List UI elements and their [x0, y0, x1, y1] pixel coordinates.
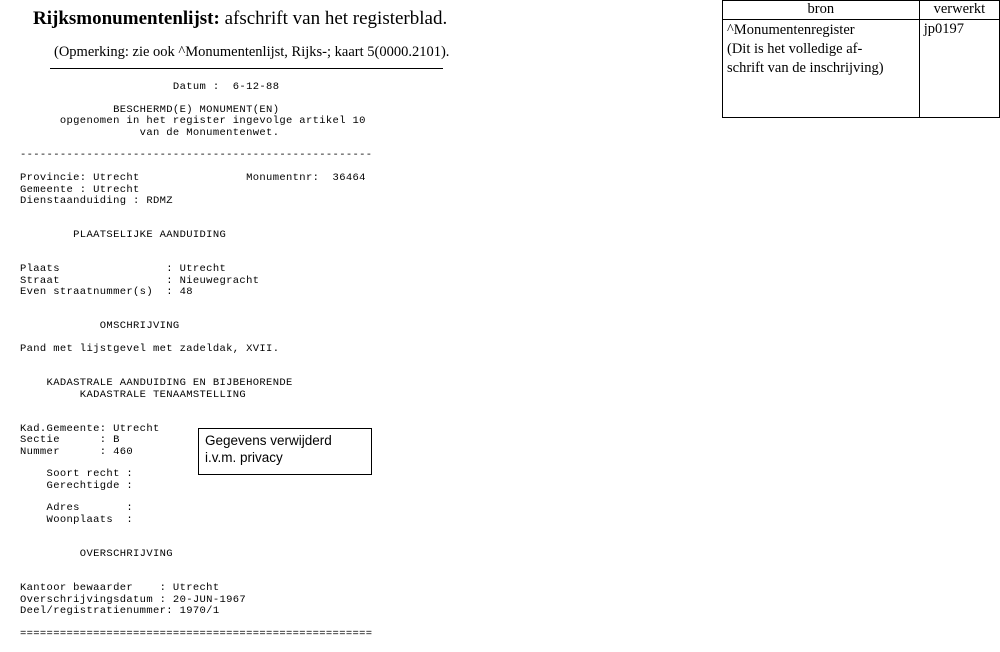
record-line: opgenomen in het register ingevolge artikel 10: [0, 115, 366, 128]
record-line: Straat : Nieuwegracht: [0, 274, 260, 287]
record-line: Datum : 6-12-88: [0, 81, 280, 93]
record-line: Kantoor bewaarder : Utrecht: [0, 582, 220, 595]
record-line: van de Monumentenwet.: [0, 126, 280, 139]
source-line-3: schrift van de inschrijving): [727, 60, 884, 76]
record-line: =====================================================: [0, 627, 373, 640]
record-line: BESCHERMD(E) MONUMENT(EN): [0, 103, 280, 116]
table-header-row: [723, 1, 1000, 20]
record-line: Provincie: Utrecht Monumentnr: 36464: [0, 172, 366, 185]
source-reference-table: [722, 0, 1000, 160]
record-line: Deel/registratienummer: 1970/1: [0, 604, 220, 617]
privacy-redaction-stamp: [198, 428, 372, 475]
record-line: Dienstaanduiding : RDMZ: [0, 194, 173, 207]
page-note: (Opmerking: zie ook ^Monumentenlijst, Rijks-; kaart 5(0000.2101).: [54, 44, 450, 60]
column-header-processed: verwerkt: [919, 1, 999, 20]
page-title-rest: afschrift van het registerblad.: [219, 8, 448, 29]
record-line: [0, 298, 700, 309]
record-line: Gemeente : Utrecht: [0, 183, 140, 196]
record-line: KADASTRALE TENAAMSTELLING: [0, 388, 247, 401]
record-line: Kad.Gemeente: Utrecht: [0, 422, 160, 435]
record-line: PLAATSELIJKE AANDUIDING: [0, 229, 227, 242]
source-text: [727, 21, 915, 78]
record-line: Overschrijvingsdatum : 20-JUN-1967: [0, 593, 247, 606]
record-line: [0, 355, 700, 366]
record-line: Plaats : Utrecht: [0, 263, 227, 276]
record-line: [0, 241, 700, 252]
record-line: Adres :: [0, 502, 134, 515]
privacy-stamp-line-2: i.v.m. privacy: [205, 450, 283, 465]
record-line: [0, 412, 700, 423]
record-line: [0, 207, 700, 218]
record-line: [0, 526, 700, 537]
record-line: Pand met lijstgevel met zadeldak, XVII.: [0, 342, 280, 355]
table: [722, 0, 1000, 118]
record-line: -----------------------------------------------------: [0, 149, 373, 162]
column-header-source: bron: [723, 1, 920, 20]
record-line: [0, 401, 700, 412]
register-record-text: [0, 82, 700, 652]
page-title-lead: Rijksmonumentenlijst:: [33, 8, 220, 29]
record-line: Woonplaats :: [0, 513, 134, 526]
cell-source: [723, 20, 920, 118]
source-line-1: ^Monumentenregister: [727, 22, 855, 38]
record-line: [0, 560, 700, 571]
source-line-2: (Dit is het volledige af-: [727, 41, 863, 57]
privacy-stamp-line-1: Gegevens verwijderd: [205, 433, 332, 448]
record-line: Sectie : B: [0, 434, 120, 447]
record-line: Gerechtigde :: [0, 479, 134, 492]
record-line: Soort recht :: [0, 468, 134, 481]
note-divider: [50, 68, 443, 69]
table-row: [723, 20, 1000, 118]
table-top-edge: [722, 0, 1000, 1]
record-line: KADASTRALE AANDUIDING EN BIJBEHORENDE: [0, 377, 293, 390]
record-line: OVERSCHRIJVING: [0, 548, 173, 561]
record-line: OMSCHRIJVING: [0, 320, 180, 333]
record-line: Nummer : 460: [0, 445, 134, 458]
record-line: Even straatnummer(s) : 48: [0, 286, 193, 299]
cell-processed: jp0197: [919, 20, 999, 118]
page-title: [33, 8, 447, 30]
